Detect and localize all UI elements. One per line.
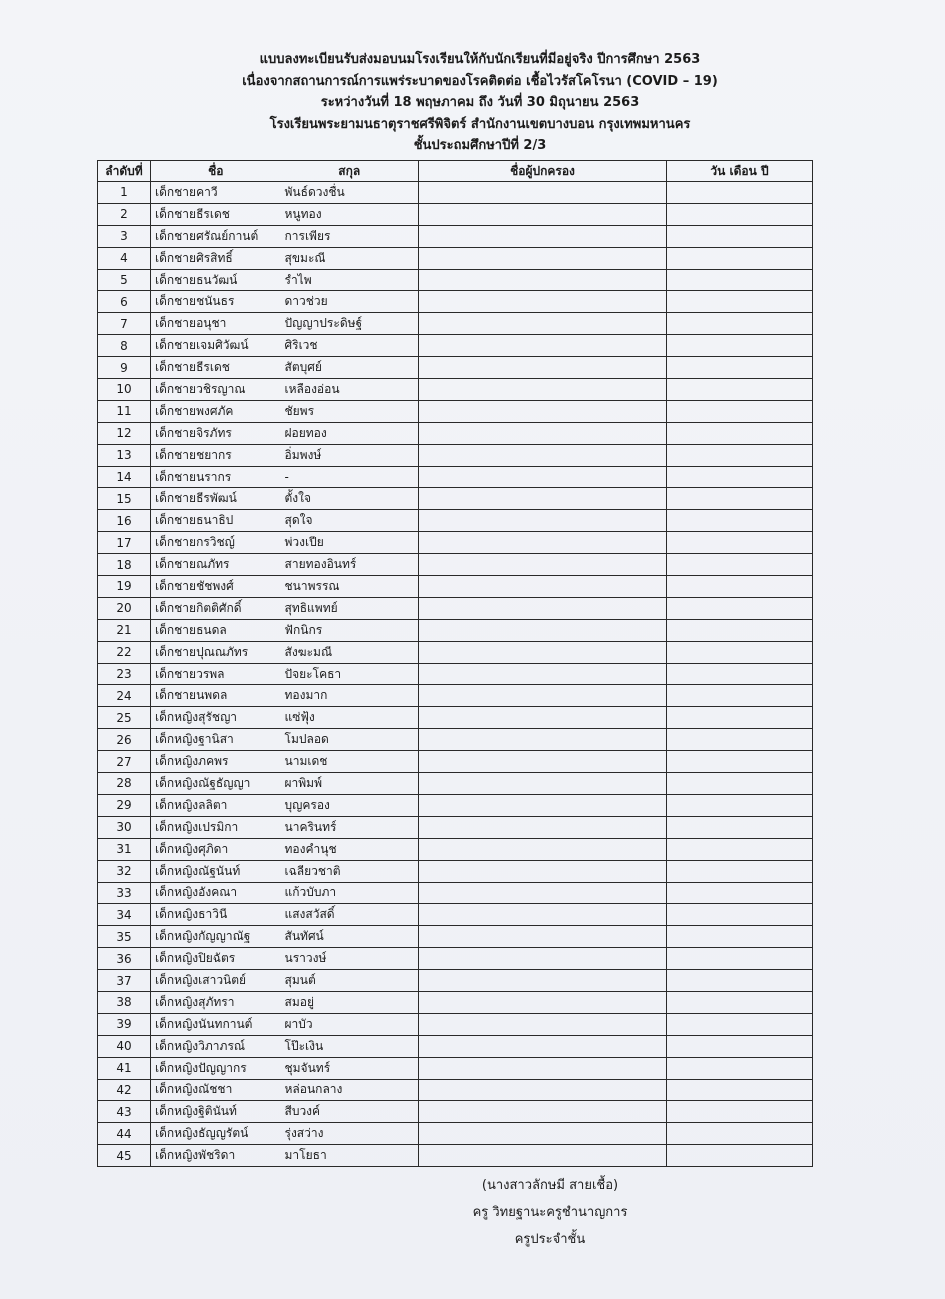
last-name-cell: ผาบัว xyxy=(281,1013,419,1035)
row-number-cell: 4 xyxy=(98,247,151,269)
table-row xyxy=(98,948,813,970)
first-name-cell: เด็กชายจิรภัทร xyxy=(151,422,281,444)
guardian-signature-cell[interactable] xyxy=(419,1057,667,1079)
header-period: ระหว่างวันที่ 18 พฤษภาคม ถึง วันที่ 30 มิถุนายน 2563 xyxy=(320,95,640,110)
student-roster-table xyxy=(97,160,813,1167)
guardian-signature-cell[interactable] xyxy=(419,882,667,904)
document-header xyxy=(120,49,840,157)
row-number-cell: 25 xyxy=(98,707,151,729)
guardian-signature-cell[interactable] xyxy=(419,510,667,532)
table-row xyxy=(98,838,813,860)
first-name-cell: เด็กชายกิตติศักดิ์ xyxy=(151,597,281,619)
first-name-cell: เด็กชายกรวิชญ์ xyxy=(151,532,281,554)
first-name-cell: เด็กหญิงฐิตินันท์ xyxy=(151,1101,281,1123)
first-name-cell: เด็กหญิงนันทกานต์ xyxy=(151,1013,281,1035)
guardian-signature-cell[interactable] xyxy=(419,269,667,291)
first-name-cell: เด็กชายชัชพงศ์ xyxy=(151,576,281,598)
guardian-signature-cell[interactable] xyxy=(419,729,667,751)
first-name-cell: เด็กหญิงศุภิดา xyxy=(151,838,281,860)
signature-block xyxy=(380,1172,720,1253)
table-row xyxy=(98,510,813,532)
date-cell[interactable] xyxy=(667,641,813,663)
table-row xyxy=(98,488,813,510)
first-name-cell: เด็กชายธนาธิป xyxy=(151,510,281,532)
first-name-cell: เด็กชายธีรเดช xyxy=(151,357,281,379)
last-name-cell: โมปลอด xyxy=(281,729,419,751)
first-name-cell: เด็กหญิงสุภัทรา xyxy=(151,991,281,1013)
column-header-last-name: สกุล xyxy=(281,161,419,182)
date-cell[interactable] xyxy=(667,1101,813,1123)
last-name-cell: ทองคำนุช xyxy=(281,838,419,860)
last-name-cell: รำไพ xyxy=(281,269,419,291)
header-class: ชั้นประถมศึกษาปีที่ 2/3 xyxy=(413,138,547,153)
first-name-cell: เด็กชายคาวี xyxy=(151,182,281,204)
last-name-cell: บุญครอง xyxy=(281,794,419,816)
row-number-cell: 29 xyxy=(98,794,151,816)
date-cell[interactable] xyxy=(667,597,813,619)
table-row xyxy=(98,379,813,401)
date-cell[interactable] xyxy=(667,773,813,795)
date-cell[interactable] xyxy=(667,663,813,685)
guardian-signature-cell[interactable] xyxy=(419,400,667,422)
last-name-cell: หล่อนกลาง xyxy=(281,1079,419,1101)
table-row xyxy=(98,860,813,882)
row-number-cell: 35 xyxy=(98,926,151,948)
table-row xyxy=(98,1035,813,1057)
table-row xyxy=(98,576,813,598)
row-number-cell: 18 xyxy=(98,554,151,576)
column-header-guardian: ชื่อผู้ปกครอง xyxy=(419,161,667,182)
last-name-cell: ปัญญาประดิษฐ์ xyxy=(281,313,419,335)
date-cell[interactable] xyxy=(667,1057,813,1079)
row-number-cell: 38 xyxy=(98,991,151,1013)
last-name-cell: ฝอยทอง xyxy=(281,422,419,444)
first-name-cell: เด็กหญิงพัชริดา xyxy=(151,1145,281,1167)
table-row xyxy=(98,444,813,466)
date-cell[interactable] xyxy=(667,291,813,313)
date-cell[interactable] xyxy=(667,948,813,970)
row-number-cell: 10 xyxy=(98,379,151,401)
last-name-cell: พันธ์ดวงชื่น xyxy=(281,182,419,204)
row-number-cell: 40 xyxy=(98,1035,151,1057)
date-cell[interactable] xyxy=(667,466,813,488)
last-name-cell: ตั้งใจ xyxy=(281,488,419,510)
date-cell[interactable] xyxy=(667,794,813,816)
table-row xyxy=(98,882,813,904)
date-cell[interactable] xyxy=(667,1013,813,1035)
table-row xyxy=(98,269,813,291)
last-name-cell: นาครินทร์ xyxy=(281,816,419,838)
table-row xyxy=(98,597,813,619)
guardian-signature-cell[interactable] xyxy=(419,904,667,926)
first-name-cell: เด็กชายธนวัฒน์ xyxy=(151,269,281,291)
table-row xyxy=(98,291,813,313)
row-number-cell: 26 xyxy=(98,729,151,751)
last-name-cell: - xyxy=(281,466,419,488)
guardian-signature-cell[interactable] xyxy=(419,1079,667,1101)
first-name-cell: เด็กหญิงวิภาภรณ์ xyxy=(151,1035,281,1057)
date-cell[interactable] xyxy=(667,357,813,379)
header-title: แบบลงทะเบียนรับส่งมอบนมโรงเรียนให้กับนักเรียนที่มีอยู่จริง ปีการศึกษา 2563 xyxy=(259,52,701,67)
guardian-signature-cell[interactable] xyxy=(419,794,667,816)
table-row xyxy=(98,466,813,488)
table-row xyxy=(98,203,813,225)
date-cell[interactable] xyxy=(667,269,813,291)
first-name-cell: เด็กชายนพดล xyxy=(151,685,281,707)
first-name-cell: เด็กหญิงฐานิสา xyxy=(151,729,281,751)
first-name-cell: เด็กหญิงลลิตา xyxy=(151,794,281,816)
guardian-signature-cell[interactable] xyxy=(419,466,667,488)
row-number-cell: 36 xyxy=(98,948,151,970)
table-row xyxy=(98,400,813,422)
row-number-cell: 30 xyxy=(98,816,151,838)
first-name-cell: เด็กชายวรพล xyxy=(151,663,281,685)
table-row xyxy=(98,357,813,379)
date-cell[interactable] xyxy=(667,970,813,992)
table-row xyxy=(98,532,813,554)
row-number-cell: 5 xyxy=(98,269,151,291)
first-name-cell: เด็กหญิงปัญญากร xyxy=(151,1057,281,1079)
row-number-cell: 15 xyxy=(98,488,151,510)
last-name-cell: สีบวงค์ xyxy=(281,1101,419,1123)
date-cell[interactable] xyxy=(667,422,813,444)
table-row xyxy=(98,1057,813,1079)
last-name-cell: สันทัศน์ xyxy=(281,926,419,948)
row-number-cell: 33 xyxy=(98,882,151,904)
last-name-cell: เฉลียวชาติ xyxy=(281,860,419,882)
first-name-cell: เด็กหญิงปิยฉัตร xyxy=(151,948,281,970)
guardian-signature-cell[interactable] xyxy=(419,203,667,225)
last-name-cell: อิ่มพงษ์ xyxy=(281,444,419,466)
last-name-cell: ชนาพรรณ xyxy=(281,576,419,598)
guardian-signature-cell[interactable] xyxy=(419,1035,667,1057)
row-number-cell: 34 xyxy=(98,904,151,926)
row-number-cell: 1 xyxy=(98,182,151,204)
header-school: โรงเรียนพระยามนธาตุราชศรีพิจิตร์ สำนักงานเขตบางบอน กรุงเทพมหานคร xyxy=(269,116,691,132)
last-name-cell: สมอยู่ xyxy=(281,991,419,1013)
first-name-cell: เด็กชายชนันธร xyxy=(151,291,281,313)
guardian-signature-cell[interactable] xyxy=(419,860,667,882)
date-cell[interactable] xyxy=(667,860,813,882)
row-number-cell: 41 xyxy=(98,1057,151,1079)
first-name-cell: เด็กหญิงณัชชา xyxy=(151,1079,281,1101)
row-number-cell: 31 xyxy=(98,838,151,860)
date-cell[interactable] xyxy=(667,400,813,422)
guardian-signature-cell[interactable] xyxy=(419,663,667,685)
row-number-cell: 22 xyxy=(98,641,151,663)
row-number-cell: 23 xyxy=(98,663,151,685)
guardian-signature-cell[interactable] xyxy=(419,597,667,619)
date-cell[interactable] xyxy=(667,991,813,1013)
date-cell[interactable] xyxy=(667,904,813,926)
first-name-cell: เด็กหญิงธาวินี xyxy=(151,904,281,926)
date-cell[interactable] xyxy=(667,182,813,204)
date-cell[interactable] xyxy=(667,1123,813,1145)
guardian-signature-cell[interactable] xyxy=(419,619,667,641)
table-row xyxy=(98,685,813,707)
first-name-cell: เด็กหญิงเสาวนิตย์ xyxy=(151,970,281,992)
last-name-cell: สายทองอินทร์ xyxy=(281,554,419,576)
row-number-cell: 17 xyxy=(98,532,151,554)
guardian-signature-cell[interactable] xyxy=(419,379,667,401)
row-number-cell: 42 xyxy=(98,1079,151,1101)
table-row xyxy=(98,225,813,247)
date-cell[interactable] xyxy=(667,1079,813,1101)
last-name-cell: ดาวช่วย xyxy=(281,291,419,313)
row-number-cell: 20 xyxy=(98,597,151,619)
table-body xyxy=(98,182,813,1167)
date-cell[interactable] xyxy=(667,838,813,860)
last-name-cell: หนูทอง xyxy=(281,203,419,225)
guardian-signature-cell[interactable] xyxy=(419,641,667,663)
last-name-cell: พ่วงเปีย xyxy=(281,532,419,554)
guardian-signature-cell[interactable] xyxy=(419,576,667,598)
first-name-cell: เด็กชายธนดล xyxy=(151,619,281,641)
last-name-cell: นามเดช xyxy=(281,751,419,773)
first-name-cell: เด็กหญิงธัญญรัตน์ xyxy=(151,1123,281,1145)
table-row xyxy=(98,182,813,204)
row-number-cell: 2 xyxy=(98,203,151,225)
date-cell[interactable] xyxy=(667,619,813,641)
last-name-cell: การเพียร xyxy=(281,225,419,247)
date-cell[interactable] xyxy=(667,313,813,335)
table-row xyxy=(98,422,813,444)
table-row xyxy=(98,816,813,838)
last-name-cell: ผาพิมพ์ xyxy=(281,773,419,795)
row-number-cell: 14 xyxy=(98,466,151,488)
guardian-signature-cell[interactable] xyxy=(419,991,667,1013)
table-row xyxy=(98,707,813,729)
table-row xyxy=(98,970,813,992)
column-header-no: ลำดับที่ xyxy=(98,161,151,182)
row-number-cell: 28 xyxy=(98,773,151,795)
date-cell[interactable] xyxy=(667,882,813,904)
table-row xyxy=(98,335,813,357)
row-number-cell: 19 xyxy=(98,576,151,598)
first-name-cell: เด็กชายณภัทร xyxy=(151,554,281,576)
last-name-cell: สุดใจ xyxy=(281,510,419,532)
first-name-cell: เด็กหญิงณัฐธัญญา xyxy=(151,773,281,795)
row-number-cell: 16 xyxy=(98,510,151,532)
table-row xyxy=(98,313,813,335)
first-name-cell: เด็กชายวชิรญาณ xyxy=(151,379,281,401)
row-number-cell: 21 xyxy=(98,619,151,641)
last-name-cell: เหลืองอ่อน xyxy=(281,379,419,401)
date-cell[interactable] xyxy=(667,488,813,510)
guardian-signature-cell[interactable] xyxy=(419,357,667,379)
first-name-cell: เด็กชายศรัณย์กานต์ xyxy=(151,225,281,247)
table-row xyxy=(98,554,813,576)
table-row xyxy=(98,794,813,816)
guardian-signature-cell[interactable] xyxy=(419,926,667,948)
table-row xyxy=(98,1123,813,1145)
date-cell[interactable] xyxy=(667,816,813,838)
first-name-cell: เด็กชายธีรพัฒน์ xyxy=(151,488,281,510)
guardian-signature-cell[interactable] xyxy=(419,422,667,444)
first-name-cell: เด็กชายอนุชา xyxy=(151,313,281,335)
date-cell[interactable] xyxy=(667,1035,813,1057)
table-row xyxy=(98,1079,813,1101)
last-name-cell: ชุมจันทร์ xyxy=(281,1057,419,1079)
date-cell[interactable] xyxy=(667,729,813,751)
date-cell[interactable] xyxy=(667,510,813,532)
guardian-signature-cell[interactable] xyxy=(419,1145,667,1167)
guardian-signature-cell[interactable] xyxy=(419,838,667,860)
guardian-signature-cell[interactable] xyxy=(419,313,667,335)
last-name-cell: สัตบุศย์ xyxy=(281,357,419,379)
last-name-cell: รุ่งสว่าง xyxy=(281,1123,419,1145)
row-number-cell: 43 xyxy=(98,1101,151,1123)
date-cell[interactable] xyxy=(667,444,813,466)
last-name-cell: ศิริเวช xyxy=(281,335,419,357)
row-number-cell: 44 xyxy=(98,1123,151,1145)
last-name-cell: สุมนต์ xyxy=(281,970,419,992)
row-number-cell: 6 xyxy=(98,291,151,313)
table-row xyxy=(98,247,813,269)
guardian-signature-cell[interactable] xyxy=(419,970,667,992)
last-name-cell: ชัยพร xyxy=(281,400,419,422)
row-number-cell: 3 xyxy=(98,225,151,247)
last-name-cell: ปัจยะโคธา xyxy=(281,663,419,685)
row-number-cell: 9 xyxy=(98,357,151,379)
last-name-cell: แสงสวัสดิ์ xyxy=(281,904,419,926)
date-cell[interactable] xyxy=(667,203,813,225)
row-number-cell: 27 xyxy=(98,751,151,773)
date-cell[interactable] xyxy=(667,707,813,729)
guardian-signature-cell[interactable] xyxy=(419,685,667,707)
guardian-signature-cell[interactable] xyxy=(419,773,667,795)
last-name-cell: ฟักนิกร xyxy=(281,619,419,641)
guardian-signature-cell[interactable] xyxy=(419,816,667,838)
row-number-cell: 24 xyxy=(98,685,151,707)
first-name-cell: เด็กชายพงศภัค xyxy=(151,400,281,422)
last-name-cell: แซ่ฟุ้ง xyxy=(281,707,419,729)
first-name-cell: เด็กชายธีรเดช xyxy=(151,203,281,225)
row-number-cell: 11 xyxy=(98,400,151,422)
table-row xyxy=(98,1101,813,1123)
table-header-row xyxy=(98,161,813,182)
guardian-signature-cell[interactable] xyxy=(419,225,667,247)
table-row xyxy=(98,904,813,926)
guardian-signature-cell[interactable] xyxy=(419,1123,667,1145)
guardian-signature-cell[interactable] xyxy=(419,444,667,466)
first-name-cell: เด็กหญิงกัญญาณัฐ xyxy=(151,926,281,948)
column-header-first-name: ชื่อ xyxy=(151,161,281,182)
row-number-cell: 37 xyxy=(98,970,151,992)
first-name-cell: เด็กหญิงสุรัชญา xyxy=(151,707,281,729)
last-name-cell: แก้วบับภา xyxy=(281,882,419,904)
guardian-signature-cell[interactable] xyxy=(419,751,667,773)
first-name-cell: เด็กชายเจมศิวัฒน์ xyxy=(151,335,281,357)
table-row xyxy=(98,991,813,1013)
guardian-signature-cell[interactable] xyxy=(419,1013,667,1035)
first-name-cell: เด็กหญิงอังคณา xyxy=(151,882,281,904)
date-cell[interactable] xyxy=(667,335,813,357)
header-reason: เนื่องจากสถานการณ์การแพร่ระบาดของโรคติดต่อ เชื้อไวรัสโคโรนา (COVID – 19) xyxy=(242,73,718,89)
signature-name: (นางสาวลักษมี สายเชื้อ) xyxy=(481,1178,619,1193)
date-cell[interactable] xyxy=(667,1145,813,1167)
signature-rank: ครู วิทยฐานะครูชำนาญการ xyxy=(472,1205,628,1220)
first-name-cell: เด็กชายปุณณภัทร xyxy=(151,641,281,663)
guardian-signature-cell[interactable] xyxy=(419,335,667,357)
table-row xyxy=(98,641,813,663)
table-row xyxy=(98,773,813,795)
table-row xyxy=(98,751,813,773)
date-cell[interactable] xyxy=(667,225,813,247)
table-row xyxy=(98,663,813,685)
guardian-signature-cell[interactable] xyxy=(419,1101,667,1123)
guardian-signature-cell[interactable] xyxy=(419,182,667,204)
guardian-signature-cell[interactable] xyxy=(419,554,667,576)
table-row xyxy=(98,729,813,751)
guardian-signature-cell[interactable] xyxy=(419,707,667,729)
date-cell[interactable] xyxy=(667,685,813,707)
row-number-cell: 7 xyxy=(98,313,151,335)
table-row xyxy=(98,1145,813,1167)
last-name-cell: สุขมะณี xyxy=(281,247,419,269)
guardian-signature-cell[interactable] xyxy=(419,532,667,554)
first-name-cell: เด็กชายชยากร xyxy=(151,444,281,466)
date-cell[interactable] xyxy=(667,554,813,576)
first-name-cell: เด็กหญิงภคพร xyxy=(151,751,281,773)
first-name-cell: เด็กหญิงเปรมิกา xyxy=(151,816,281,838)
date-cell[interactable] xyxy=(667,532,813,554)
last-name-cell: สังฆะมณี xyxy=(281,641,419,663)
last-name-cell: สุทธิแพทย์ xyxy=(281,597,419,619)
date-cell[interactable] xyxy=(667,751,813,773)
row-number-cell: 8 xyxy=(98,335,151,357)
signature-role: ครูประจำชั้น xyxy=(514,1232,586,1247)
row-number-cell: 45 xyxy=(98,1145,151,1167)
row-number-cell: 13 xyxy=(98,444,151,466)
first-name-cell: เด็กชายศิรสิทธิ์ xyxy=(151,247,281,269)
last-name-cell: นราวงษ์ xyxy=(281,948,419,970)
last-name-cell: โป๊ะเงิน xyxy=(281,1035,419,1057)
last-name-cell: ทองมาก xyxy=(281,685,419,707)
column-header-date: วัน เดือน ปี xyxy=(667,161,813,182)
guardian-signature-cell[interactable] xyxy=(419,247,667,269)
table-row xyxy=(98,926,813,948)
guardian-signature-cell[interactable] xyxy=(419,948,667,970)
date-cell[interactable] xyxy=(667,576,813,598)
date-cell[interactable] xyxy=(667,926,813,948)
date-cell[interactable] xyxy=(667,379,813,401)
guardian-signature-cell[interactable] xyxy=(419,291,667,313)
table-row xyxy=(98,1013,813,1035)
row-number-cell: 12 xyxy=(98,422,151,444)
row-number-cell: 39 xyxy=(98,1013,151,1035)
first-name-cell: เด็กชายนรากร xyxy=(151,466,281,488)
guardian-signature-cell[interactable] xyxy=(419,488,667,510)
row-number-cell: 32 xyxy=(98,860,151,882)
date-cell[interactable] xyxy=(667,247,813,269)
last-name-cell: มาโยธา xyxy=(281,1145,419,1167)
table-row xyxy=(98,619,813,641)
first-name-cell: เด็กหญิงณัฐนันท์ xyxy=(151,860,281,882)
